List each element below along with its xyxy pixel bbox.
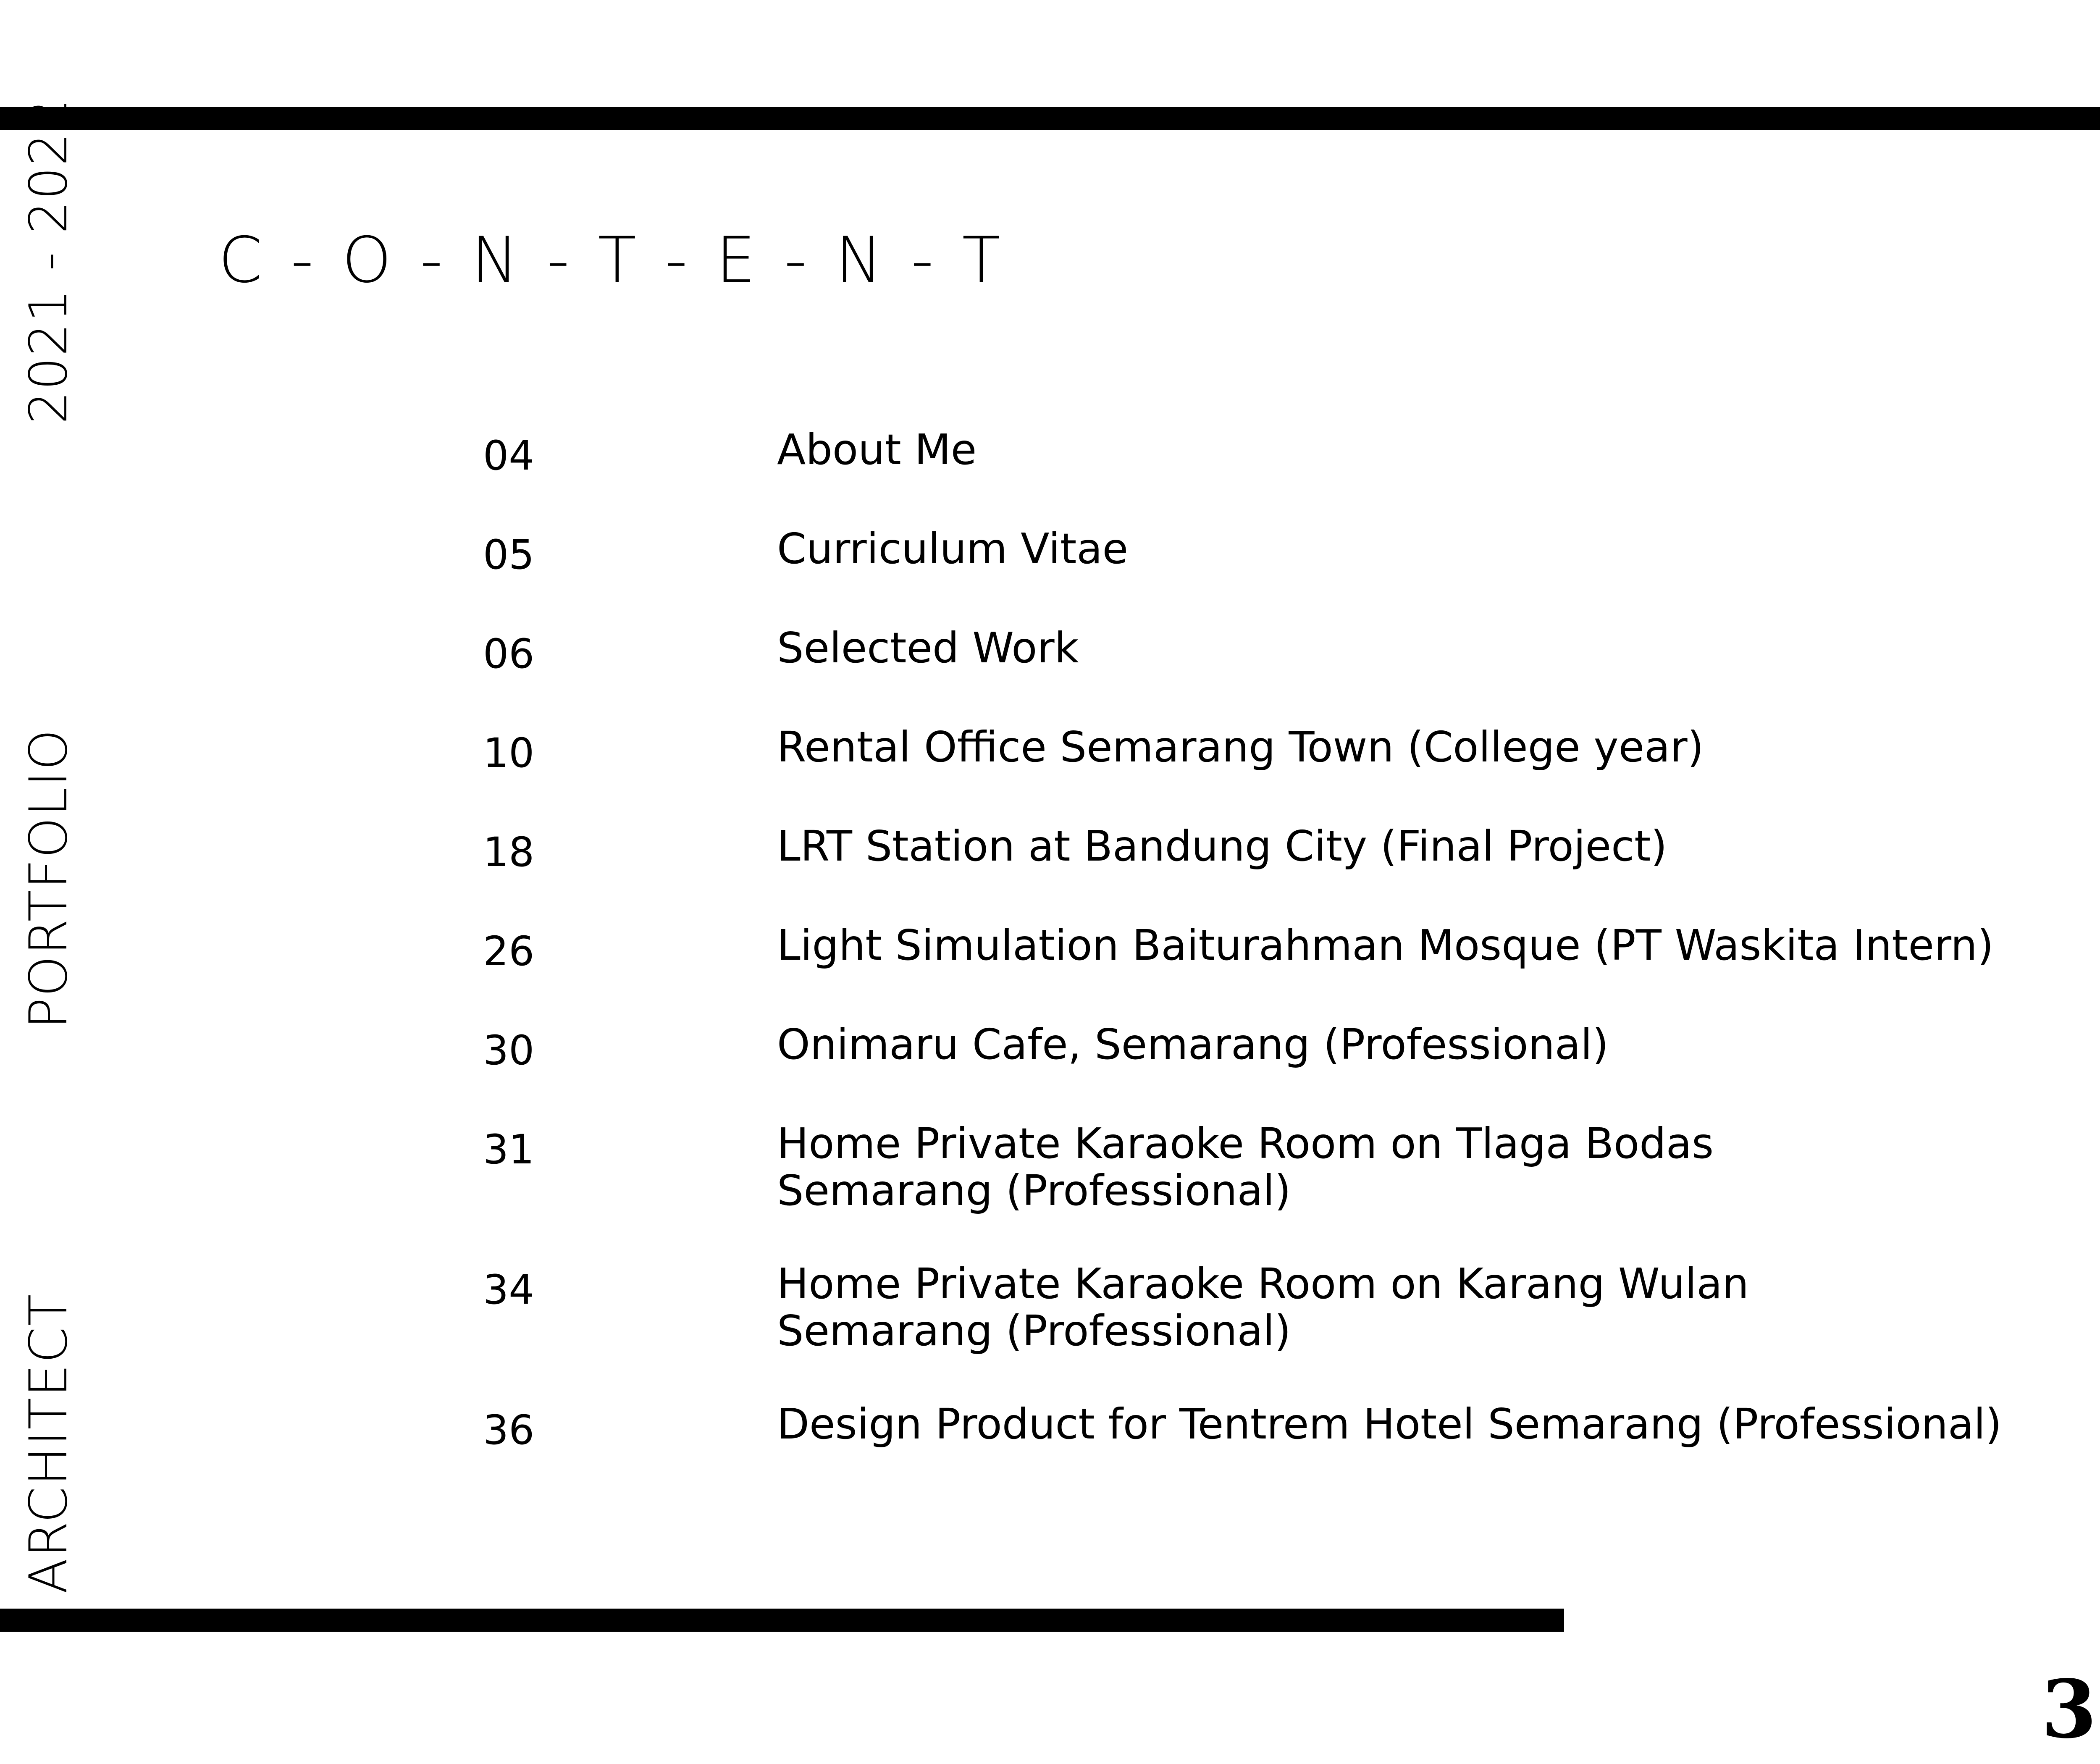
toc-page-number: 31 bbox=[483, 1126, 535, 1173]
side-label-portfolio: PORTFOLIO bbox=[18, 728, 79, 1029]
toc-title: Design Product for Tentrem Hotel Semarang (Professional) bbox=[777, 1399, 2002, 1449]
bottom-rule bbox=[0, 1609, 1564, 1632]
toc-row-rental-office bbox=[483, 724, 2079, 777]
toc-page-number: 26 bbox=[483, 928, 535, 975]
toc-row-curriculum-vitae bbox=[483, 525, 2079, 578]
toc-row-karaoke-tlaga-bodas bbox=[483, 1120, 2079, 1214]
toc-row-selected-work bbox=[483, 625, 2079, 677]
toc-title: Selected Work bbox=[777, 623, 1079, 672]
top-rule bbox=[0, 107, 2100, 130]
page-title: C - O - N - T - E - N - T bbox=[218, 224, 1005, 297]
toc-page-number: 06 bbox=[483, 630, 535, 677]
toc-page-number: 04 bbox=[483, 432, 535, 479]
toc-page-number: 10 bbox=[483, 730, 535, 777]
toc-title: Curriculum Vitae bbox=[777, 524, 1129, 573]
toc-row-about-me bbox=[483, 426, 2079, 479]
toc-title: LRT Station at Bandung City (Final Project) bbox=[777, 822, 1667, 871]
toc-title: Home Private Karaoke Room on Karang Wulan Semarang (Professional) bbox=[777, 1259, 1749, 1355]
table-of-contents bbox=[483, 426, 2079, 1500]
page-number: 3 bbox=[2041, 1662, 2097, 1756]
toc-title: Home Private Karaoke Room on Tlaga Bodas Semarang (Professional) bbox=[777, 1119, 1714, 1215]
toc-page-number: 18 bbox=[483, 829, 535, 876]
toc-title: Rental Office Semarang Town (College year) bbox=[777, 722, 1704, 772]
toc-row-onimaru-cafe bbox=[483, 1021, 2079, 1074]
side-label-architect: ARCHITECT bbox=[18, 1293, 79, 1594]
toc-row-lrt-station bbox=[483, 823, 2079, 876]
toc-page-number: 36 bbox=[483, 1407, 535, 1454]
toc-row-karaoke-karang-wulan bbox=[483, 1260, 2079, 1354]
toc-title: Light Simulation Baiturahman Mosque (PT Waskita Intern) bbox=[777, 921, 1994, 970]
toc-title: About Me bbox=[777, 425, 977, 474]
toc-page-number: 05 bbox=[483, 531, 535, 578]
toc-row-light-simulation bbox=[483, 922, 2079, 975]
toc-title: Onimaru Cafe, Semarang (Professional) bbox=[777, 1020, 1609, 1069]
side-label-years: 2021 - 2022 bbox=[18, 98, 79, 424]
toc-page-number: 34 bbox=[483, 1266, 535, 1313]
toc-page-number: 30 bbox=[483, 1027, 535, 1074]
toc-row-tentrem-hotel bbox=[483, 1401, 2079, 1454]
